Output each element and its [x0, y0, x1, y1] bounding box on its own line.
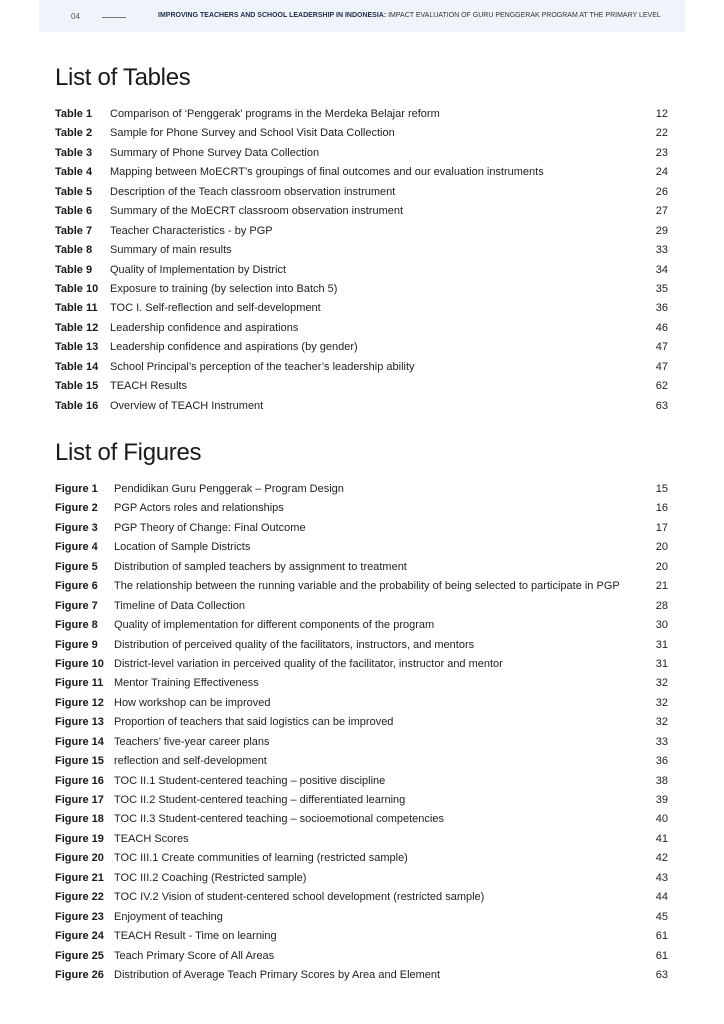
figure-entry-title: Timeline of Data Collection [114, 599, 246, 612]
table-entry[interactable] [55, 338, 668, 357]
table-entry-page-number: 47 [655, 360, 668, 373]
figure-entry[interactable] [55, 830, 668, 849]
figure-entry[interactable] [55, 810, 668, 829]
figure-entry-label: Figure 16 [55, 774, 104, 787]
figure-entry[interactable] [55, 888, 668, 907]
figure-entry-title: Enjoyment of teaching [114, 910, 223, 923]
figure-entry-page-number: 36 [655, 755, 668, 768]
figure-entry[interactable] [55, 636, 668, 655]
figure-entry-title: District-level variation in perceived quality of the facilitator, instructor and mentor [114, 657, 503, 670]
figure-entry-label: Figure 23 [55, 910, 104, 923]
figure-entry-page-number: 43 [655, 871, 668, 884]
figure-entry-title: TOC II.1 Student-centered teaching – positive discipline [114, 774, 386, 787]
table-entry-label: Table 7 [55, 224, 93, 237]
figure-entry-label: Figure 19 [55, 832, 104, 845]
figure-entry-label: Figure 18 [55, 813, 104, 826]
figure-entry-title: Teachers’ five-year career plans [114, 735, 270, 748]
figure-entry-title: Proportion of teachers that said logistics can be improved [114, 716, 394, 729]
figure-entry-label: Figure 7 [55, 599, 98, 612]
table-entry[interactable] [55, 319, 668, 338]
table-entry-title: Leadership confidence and aspirations (by gender) [110, 341, 358, 354]
figure-entry[interactable] [55, 791, 668, 810]
figure-entry[interactable] [55, 869, 668, 888]
list-of-tables-heading: List of Tables [55, 64, 191, 91]
figure-entry-page-number: 33 [655, 735, 668, 748]
figure-entry-page-number: 41 [655, 832, 668, 845]
table-entry-page-number: 22 [655, 127, 668, 140]
figure-entry-page-number: 61 [655, 930, 668, 943]
figure-entry-page-number: 32 [655, 677, 668, 690]
table-entry-page-number: 46 [655, 321, 668, 334]
figure-entry-page-number: 32 [655, 716, 668, 729]
table-entry-page-number: 47 [655, 341, 668, 354]
figure-entry-title: Distribution of perceived quality of the facilitators, instructors, and mentors [114, 638, 475, 651]
figure-entry-page-number: 16 [655, 502, 668, 515]
list-of-tables [55, 105, 668, 416]
figure-entry[interactable] [55, 966, 668, 985]
figure-entry-title: Distribution of Average Teach Primary Scores by Area and Element [114, 968, 441, 981]
figure-entry-page-number: 45 [655, 910, 668, 923]
figure-entry-label: Figure 6 [55, 580, 98, 593]
list-of-figures [55, 480, 668, 985]
table-entry-title: Overview of TEACH Instrument [110, 399, 264, 412]
table-entry-page-number: 35 [655, 282, 668, 295]
table-entry-page-number: 24 [655, 166, 668, 179]
table-entry-label: Table 15 [55, 380, 99, 393]
figure-entry[interactable] [55, 558, 668, 577]
table-entry-page-number: 12 [655, 108, 668, 120]
figure-entry[interactable] [55, 519, 668, 538]
figure-entry-page-number: 61 [655, 949, 668, 962]
figure-entry-label: Figure 5 [55, 560, 98, 573]
table-entry-title: Quality of Implementation by District [110, 263, 287, 276]
table-entry-title: School Principal’s perception of the teacher’s leadership ability [110, 360, 415, 373]
figure-entry[interactable] [55, 694, 668, 713]
table-entry-label: Table 2 [55, 127, 93, 140]
figure-entry-label: Figure 13 [55, 716, 104, 729]
figure-entry[interactable] [55, 772, 668, 791]
figure-entry-title: TOC IV.2 Vision of student-centered school development (restricted sample) [114, 891, 485, 904]
figure-entry[interactable] [55, 538, 668, 557]
figure-entry-page-number: 31 [655, 657, 668, 670]
table-entry[interactable] [55, 358, 668, 377]
table-entry-page-number: 62 [655, 380, 668, 393]
figure-entry-label: Figure 22 [55, 891, 104, 904]
table-entry-label: Table 8 [55, 244, 93, 257]
figure-entry-label: Figure 21 [55, 871, 104, 884]
figure-entry-page-number: 21 [655, 580, 668, 593]
figure-entry-title: TOC II.2 Student-centered teaching – differentiated learning [114, 794, 406, 806]
figure-entry-label: Figure 11 [55, 677, 104, 690]
figure-entry-label: Figure 15 [55, 755, 104, 768]
table-entry-label: Table 10 [55, 282, 99, 295]
figure-entry-title: TOC III.2 Coaching (Restricted sample) [114, 871, 307, 884]
figure-entry-page-number: 39 [655, 794, 668, 806]
table-entry[interactable] [55, 241, 668, 260]
figure-entry[interactable] [55, 616, 668, 635]
figure-entry-page-number: 44 [655, 891, 668, 904]
figure-entry-label: Figure 8 [55, 619, 98, 632]
figure-entry[interactable] [55, 908, 668, 927]
table-entry-label: Table 14 [55, 360, 99, 373]
figure-entry-label: Figure 14 [55, 735, 104, 748]
table-entry-label: Table 9 [55, 263, 93, 276]
table-entry[interactable] [55, 377, 668, 396]
figure-entry-title: PGP Actors roles and relationships [114, 502, 284, 515]
figure-entry-page-number: 30 [655, 619, 668, 632]
figure-entry-page-number: 32 [655, 696, 668, 709]
table-entry-label: Table 3 [55, 146, 93, 159]
table-entry-title: Sample for Phone Survey and School Visit Data Collection [110, 127, 395, 140]
table-entry-title: Summary of Phone Survey Data Collection [110, 146, 320, 159]
figure-entry-label: Figure 10 [55, 657, 104, 670]
figure-entry-label: Figure 26 [55, 968, 104, 981]
figure-entry-title: reflection and self-development [114, 755, 267, 768]
figure-entry-label: Figure 12 [55, 696, 104, 709]
table-entry[interactable] [55, 299, 668, 318]
figure-entry[interactable] [55, 752, 668, 771]
list-of-figures-heading: List of Figures [55, 439, 202, 466]
table-entry-title: Summary of main results [110, 244, 232, 257]
table-entry-label: Table 13 [55, 341, 99, 354]
table-entry-title: Comparison of ‘Penggerak’ programs in the Merdeka Belajar reform [110, 108, 440, 120]
figure-entry-label: Figure 1 [55, 483, 98, 495]
figure-entry-page-number: 17 [655, 521, 668, 534]
header-divider [102, 17, 126, 18]
figure-entry-page-number: 20 [655, 541, 668, 554]
table-entry[interactable] [55, 397, 668, 416]
table-entry[interactable] [55, 202, 668, 221]
page-number: 04 [71, 12, 80, 21]
table-entry-title: Leadership confidence and aspirations [110, 321, 299, 334]
figure-entry-title: Teach Primary Score of All Areas [114, 949, 275, 962]
table-entry[interactable] [55, 105, 668, 124]
figure-entry-page-number: 20 [655, 560, 668, 573]
table-entry-page-number: 36 [655, 302, 668, 315]
table-entry-label: Table 1 [55, 108, 93, 120]
figure-entry-label: Figure 4 [55, 541, 98, 554]
figure-entry[interactable] [55, 849, 668, 868]
figure-entry-label: Figure 20 [55, 852, 104, 865]
figure-entry-page-number: 40 [655, 813, 668, 826]
table-entry[interactable] [55, 183, 668, 202]
table-entry[interactable] [55, 144, 668, 163]
figure-entry-page-number: 28 [655, 599, 668, 612]
table-entry-page-number: 33 [655, 244, 668, 257]
figure-entry-title: PGP Theory of Change: Final Outcome [114, 521, 306, 534]
figure-entry-title: TOC II.3 Student-centered teaching – socioemotional competencies [114, 813, 444, 826]
table-entry-title: Mapping between MoECRT’s groupings of final outcomes and our evaluation instruments [110, 166, 544, 179]
table-entry-title: Description of the Teach classroom observation instrument [110, 185, 396, 198]
table-entry[interactable] [55, 261, 668, 280]
table-entry[interactable] [55, 280, 668, 299]
figure-entry[interactable] [55, 713, 668, 732]
figure-entry-label: Figure 25 [55, 949, 104, 962]
table-entry-title: Exposure to training (by selection into Batch 5) [110, 282, 338, 295]
table-entry-label: Table 16 [55, 399, 99, 412]
figure-entry-title: TOC III.1 Create communities of learning (restricted sample) [114, 852, 408, 865]
table-entry-page-number: 26 [655, 185, 668, 198]
figure-entry[interactable] [55, 674, 668, 693]
figure-entry-page-number: 42 [655, 852, 668, 865]
figure-entry-title: TEACH Result - Time on learning [114, 930, 277, 943]
table-entry-label: Table 12 [55, 321, 99, 334]
table-entry[interactable] [55, 124, 668, 143]
figure-entry-page-number: 38 [655, 774, 668, 787]
figure-entry-page-number: 15 [655, 483, 668, 495]
figure-entry[interactable] [55, 480, 668, 499]
figure-entry[interactable] [55, 597, 668, 616]
figure-entry[interactable] [55, 577, 668, 596]
figure-entry-title: How workshop can be improved [114, 696, 271, 709]
table-entry-title: Teacher Characteristics - by PGP [110, 224, 273, 237]
table-entry-page-number: 23 [655, 146, 668, 159]
figure-entry-label: Figure 3 [55, 521, 98, 534]
table-entry[interactable] [55, 222, 668, 241]
table-entry-label: Table 5 [55, 185, 93, 198]
table-entry-label: Table 11 [55, 302, 98, 315]
running-header-title-rest: IMPACT EVALUATION OF GURU PENGGERAK PROGRAM AT THE PRIMARY LEVEL [386, 12, 661, 19]
figure-entry-title: Mentor Training Effectiveness [114, 677, 259, 690]
figure-entry-title: Distribution of sampled teachers by assignment to treatment [114, 560, 407, 573]
table-entry-title: Summary of the MoECRT classroom observation instrument [110, 205, 404, 218]
table-entry-page-number: 29 [655, 224, 668, 237]
figure-entry-label: Figure 24 [55, 930, 104, 943]
figure-entry-label: Figure 17 [55, 794, 104, 806]
figure-entry[interactable] [55, 927, 668, 946]
figure-entry-page-number: 63 [655, 968, 668, 981]
figure-entry[interactable] [55, 499, 668, 518]
table-entry[interactable] [55, 163, 668, 182]
running-header-title-bold: IMPROVING TEACHERS AND SCHOOL LEADERSHIP IN INDONESIA: [158, 12, 387, 19]
table-entry-label: Table 4 [55, 166, 93, 179]
figure-entry-page-number: 31 [655, 638, 668, 651]
figure-entry-title: TEACH Scores [114, 832, 189, 845]
table-entry-page-number: 63 [655, 399, 668, 412]
table-entry-title: TOC I. Self-reflection and self-development [110, 302, 321, 315]
figure-entry[interactable] [55, 733, 668, 752]
figure-entry-title: Location of Sample Districts [114, 541, 251, 554]
table-entry-page-number: 27 [655, 205, 668, 218]
running-header-title [158, 12, 661, 19]
figure-entry-label: Figure 2 [55, 502, 98, 515]
table-entry-title: TEACH Results [110, 380, 188, 393]
figure-entry-title: Quality of implementation for different components of the program [114, 619, 435, 632]
figure-entry-label: Figure 9 [55, 638, 98, 651]
figure-entry-title: The relationship between the running variable and the probability of being selected to participate in PGP [114, 580, 620, 593]
figure-entry[interactable] [55, 947, 668, 966]
table-entry-label: Table 6 [55, 205, 93, 218]
table-entry-page-number: 34 [655, 263, 668, 276]
figure-entry[interactable] [55, 655, 668, 674]
figure-entry-title: Pendidikan Guru Penggerak – Program Design [114, 483, 344, 495]
